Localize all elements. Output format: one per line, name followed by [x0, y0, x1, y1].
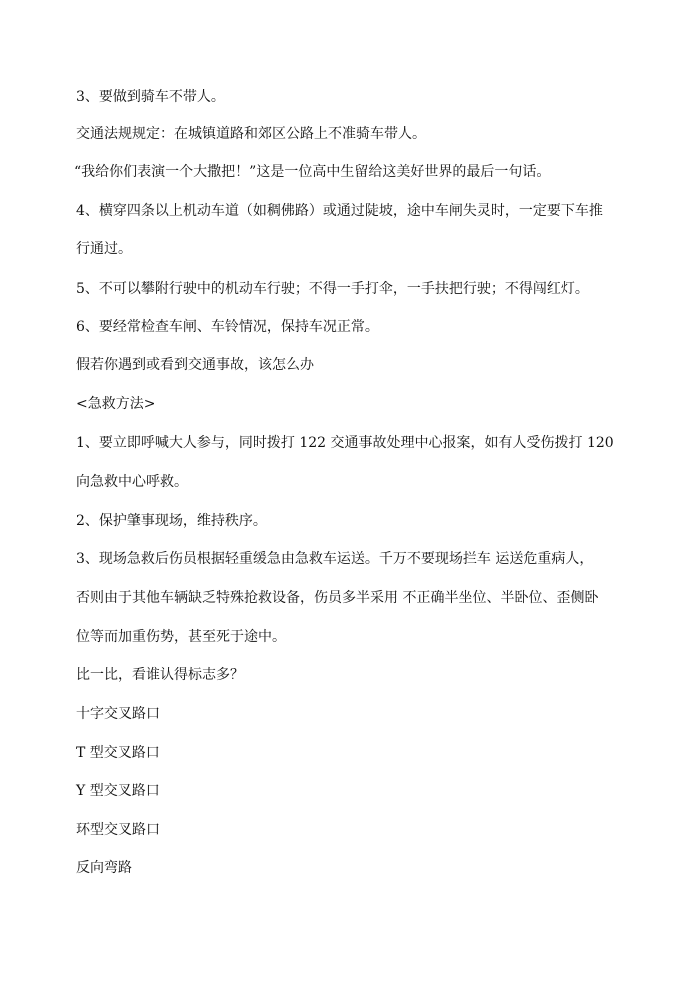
- paragraph: 2、保护肇事现场，维持秩序。: [76, 513, 267, 529]
- paragraph: 行通过。: [76, 241, 132, 257]
- paragraph: “我给你们表演一个大撒把！”这是一位高中生留给这美好世界的最后一句话。: [74, 164, 551, 180]
- list-item: T 型交叉路口: [76, 745, 160, 761]
- paragraph: 假若你遇到或看到交通事故，该怎么办: [76, 357, 314, 373]
- section-heading: <急救方法>: [76, 396, 156, 412]
- paragraph: 6、要经常检查车闸、车铃情况，保持车况正常。: [76, 319, 379, 335]
- list-item: 反向弯路: [76, 860, 132, 876]
- paragraph: 4、横穿四条以上机动车道（如稠佛路）或通过陡坡，途中车闸失灵时，一定要下车推: [76, 203, 603, 219]
- list-item: Y 型交叉路口: [76, 783, 160, 799]
- list-item: 十字交叉路口: [76, 706, 160, 722]
- paragraph: 比一比，看谁认得标志多？: [76, 667, 244, 683]
- paragraph: 3、要做到骑车不带人。: [76, 89, 225, 105]
- paragraph: 位等而加重伤势，甚至死于途中。: [76, 629, 286, 645]
- list-item: 环型交叉路口: [76, 822, 160, 838]
- paragraph: 3、现场急救后伤员根据轻重缓急由急救车运送。千万不要现场拦车 运送危重病人，: [76, 551, 594, 567]
- paragraph: 向急救中心呼救。: [76, 474, 188, 490]
- paragraph: 交通法规规定：在城镇道路和郊区公路上不准骑车带人。: [76, 126, 426, 142]
- paragraph: 1、要立即呼喊大人参与，同时拨打 122 交通事故处理中心报案，如有人受伤拨打 120: [76, 435, 614, 451]
- paragraph: 否则由于其他车辆缺乏特殊抢救设备，伤员多半采用 不正确半坐位、半卧位、歪侧卧: [76, 590, 599, 606]
- paragraph: 5、不可以攀附行驶中的机动车行驶；不得一手打伞，一手扶把行驶；不得闯红灯。: [76, 281, 589, 297]
